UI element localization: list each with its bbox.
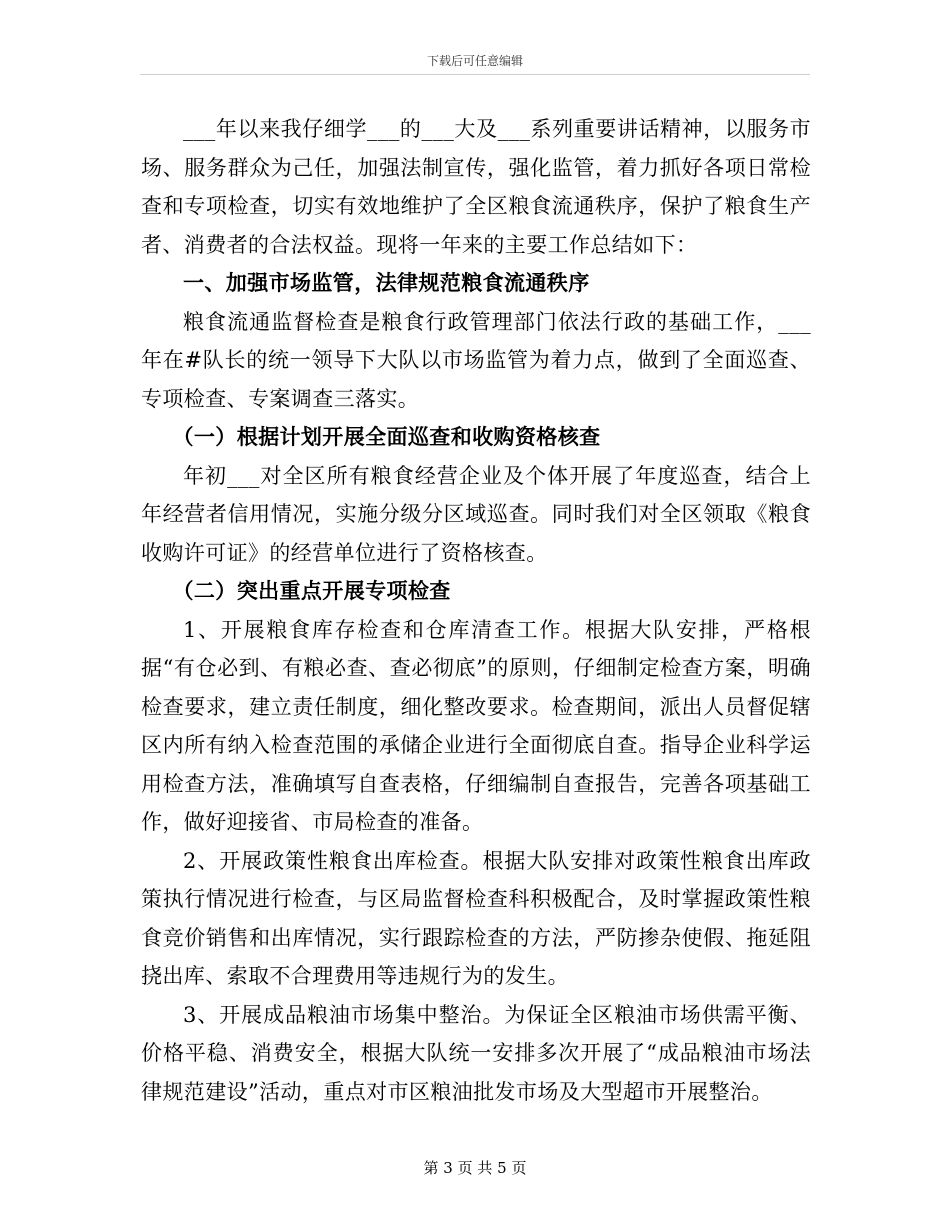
paragraph-item-1: 1、开展粮食库存检查和仓库清查工作。根据大队安排，严格根据“有仓必到、有粮必查、查必彻底”的原则，仔细制定检查方案，明确检查要求，建立责任制度，细化整改要求。检查期间，派出人员督促辖区内所有纳入检查范围的承储企业进行全面彻底自查。指导企业科学运用检查方法，准确填写自查表格，仔细编制自查报告，完善各项基础工作，做好迎接省、市局检查的准备。 [141, 617, 811, 834]
paragraph-section-1: 粮食流通监督检查是粮食行政管理部门依法行政的基础工作，___年在#队长的统一领导下大队以市场监管为着力点，做到了全面巡查、专项检查、专案调查三落实。 [141, 309, 811, 411]
paragraph-item-3: 3、开展成品粮油市场集中整治。为保证全区粮油市场供需平衡、价格平稳、消费安全，根据大队统一安排多次开展了“成品粮油市场法律规范建设”活动，重点对市区粮油批发市场及大型超市开展整治。 [141, 1002, 811, 1104]
page-number: 第 3 页 共 5 页 [423, 1159, 527, 1177]
paragraph-subsection-1: 年初___对全区所有粮食经营企业及个体开展了年度巡查，结合上年经营者信用情况，实施分级分区域巡查。同时我们对全区领取《粮食收购许可证》的经营单位进行了资格核查。 [141, 463, 811, 565]
header-divider [140, 74, 810, 75]
paragraph-item-2: 2、开展政策性粮食出库检查。根据大队安排对政策性粮食出库政策执行情况进行检查，与区局监督检查科积极配合，及时掌握政策性粮食竞价销售和出库情况，实行跟踪检查的方法，严防掺杂使假、拖延阻挠出库、索取不合理费用等违规行为的发生。 [141, 848, 811, 988]
paragraph-intro: ___年以来我仔细学___的___大及___系列重要讲话精神，以服务市场、服务群众为己任，加强法制宣传，强化监管，着力抓好各项日常检查和专项检查，切实有效地维护了全区粮食流通秩序，保护了粮食生产者、消费者的合法权益。现将一年来的主要工作总结如下： [141, 117, 811, 257]
subsection-heading-2: （二）突出重点开展专项检查 [172, 578, 451, 603]
section-heading-1: 一、加强市场监管，法律规范粮食流通秩序 [183, 270, 590, 295]
page-header: 下载后可任意编辑 [426, 54, 523, 68]
document-body [141, 110, 811, 1111]
subsection-heading-1: （一）根据计划开展全面巡查和收购资格核查 [172, 424, 601, 449]
